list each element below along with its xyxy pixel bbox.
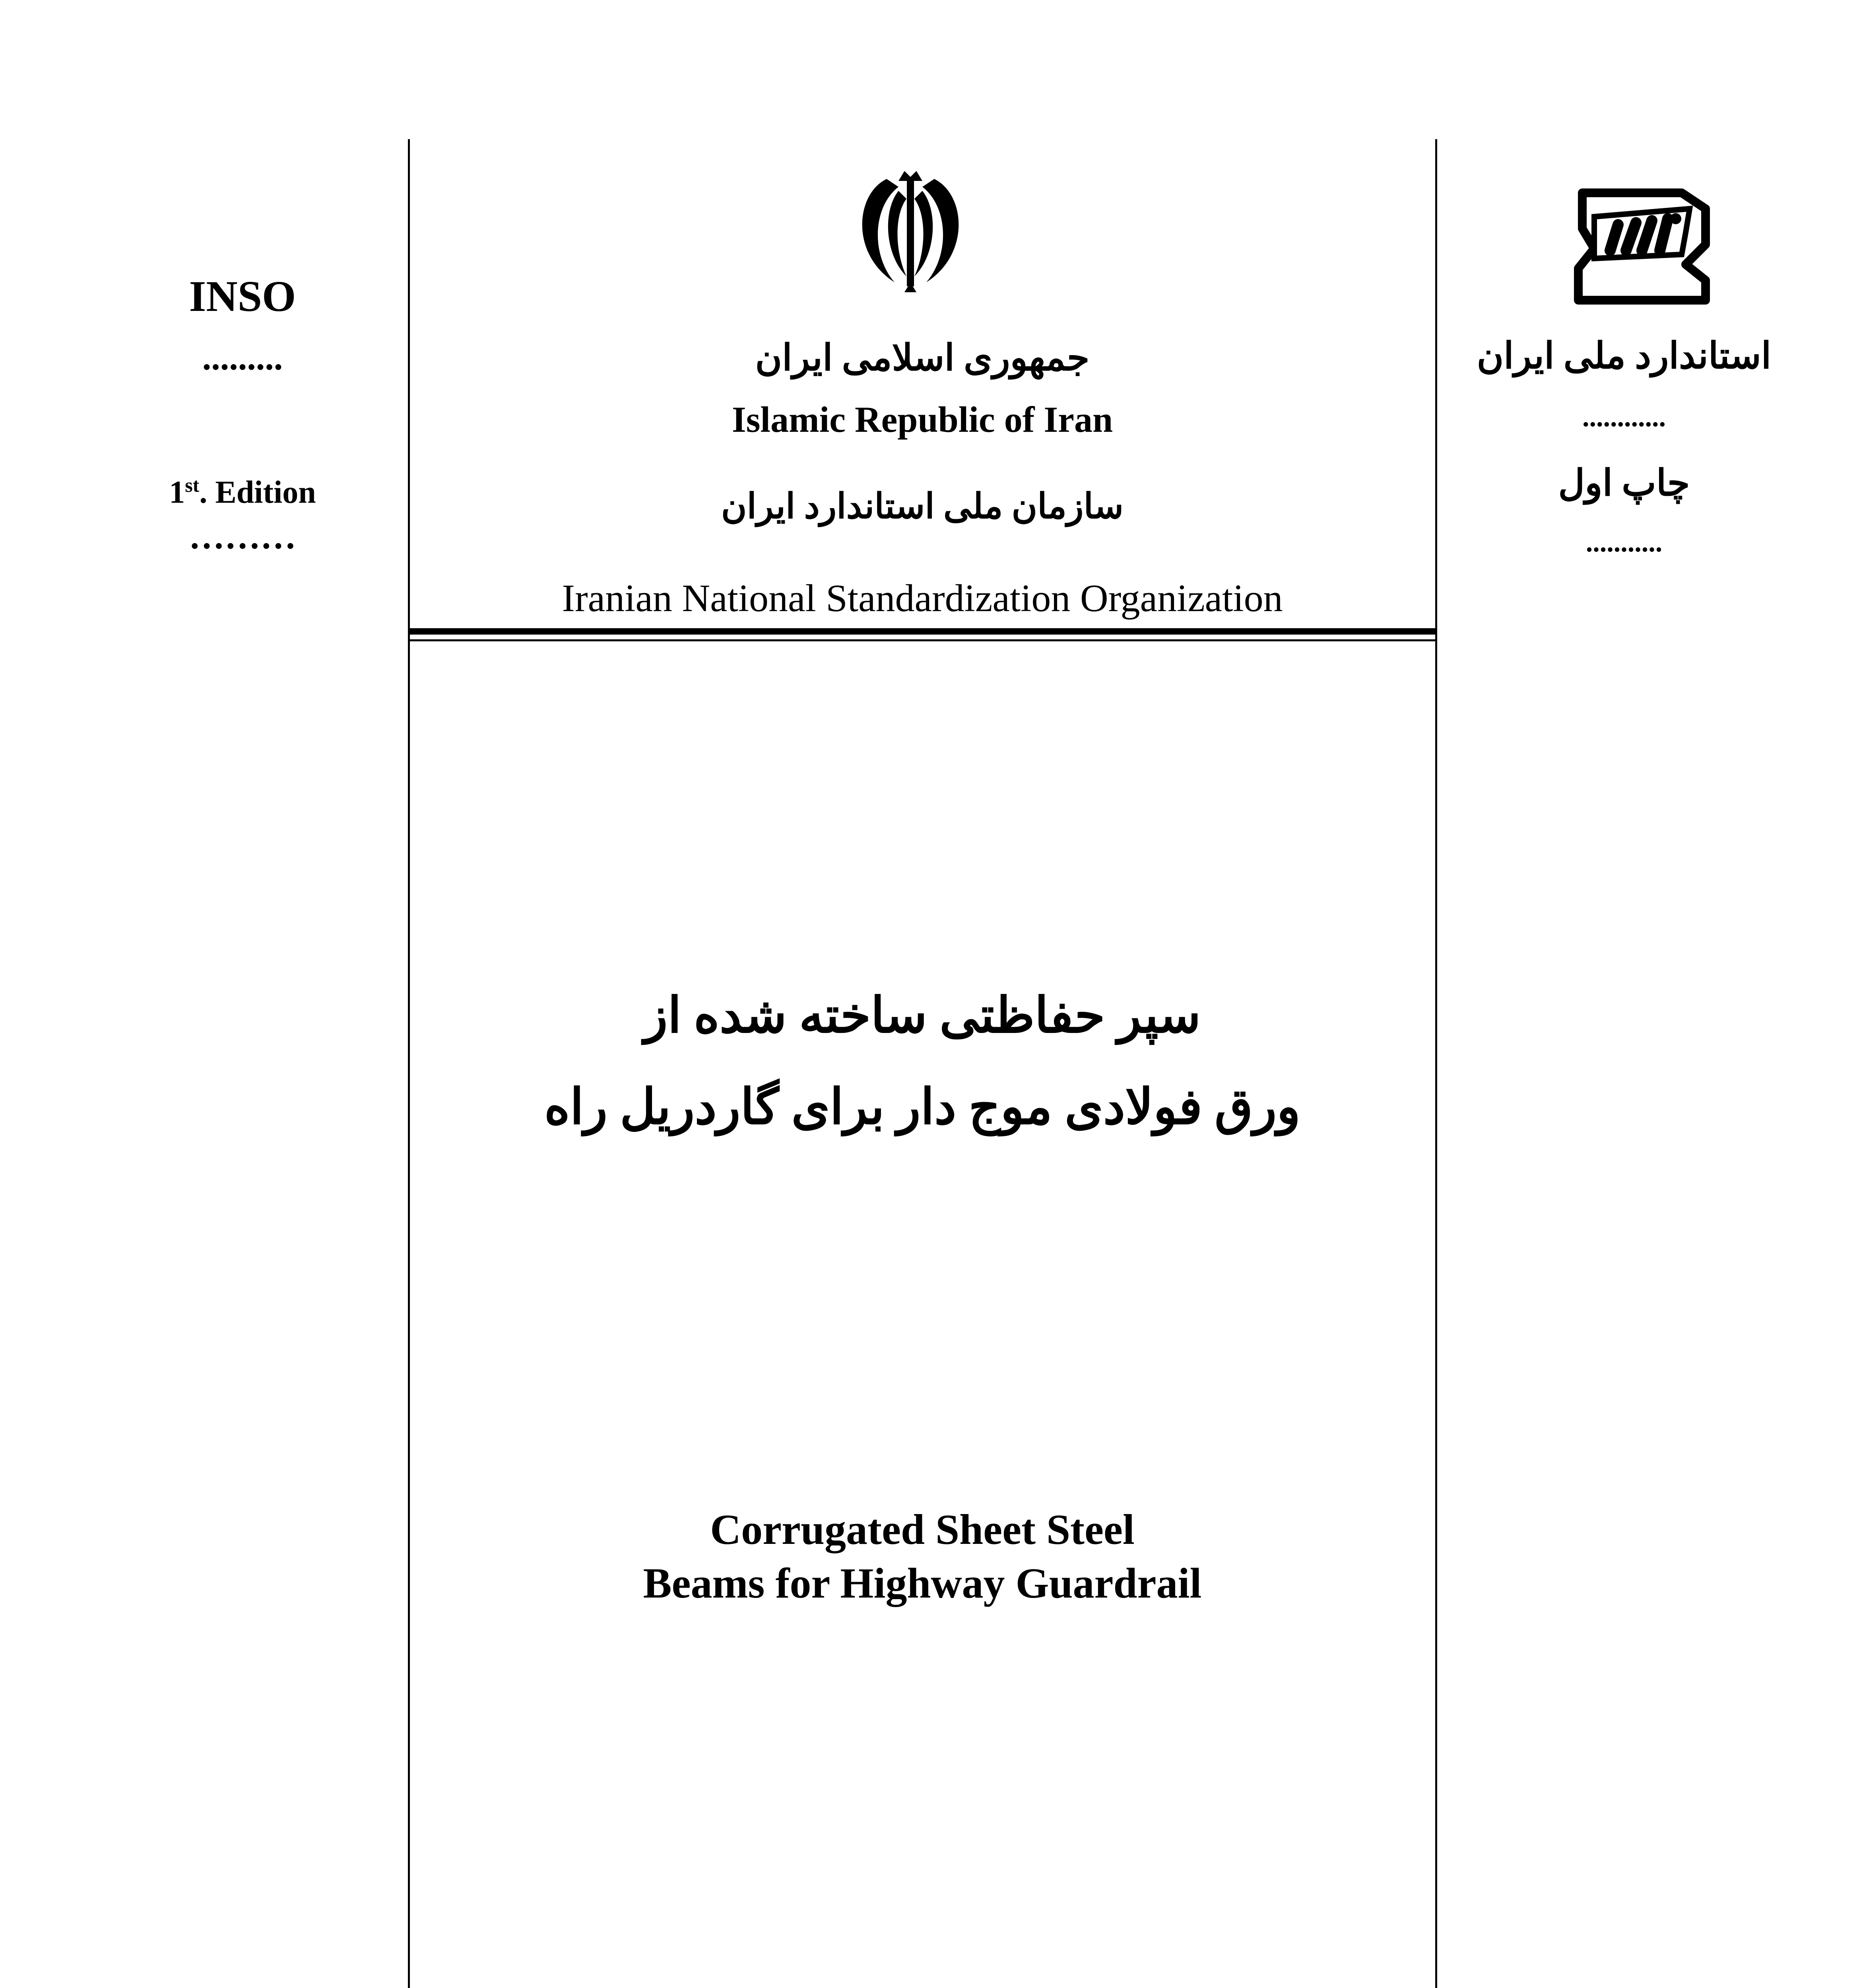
- right-vertical-rule: [1435, 139, 1437, 1988]
- standard-number-placeholder: .........: [202, 338, 283, 377]
- english-title: [413, 1503, 1431, 1610]
- edition-label: [135, 463, 350, 514]
- persian-edition: چاپ اول: [1558, 463, 1690, 503]
- english-title-line-1: Corrugated Sheet Steel: [710, 1506, 1135, 1553]
- header-divider-thick: [409, 628, 1436, 635]
- english-organization-name: Iranian National Standardization Organization: [562, 577, 1283, 620]
- persian-title-line-2: ورق فولادی موج دار برای گاردریل راه: [544, 1080, 1301, 1134]
- persian-republic-name: جمهوری اسلامی ایران: [755, 338, 1090, 378]
- persian-year-placeholder: ...........: [1585, 527, 1663, 558]
- edition-number: 1: [169, 475, 185, 510]
- national-standard-title: استاندارد ملی ایران: [1477, 336, 1772, 376]
- inso-code: INSO: [189, 272, 296, 320]
- national-number-placeholder: ............: [1582, 402, 1666, 433]
- english-title-line-2: Beams for Highway Guardrail: [643, 1560, 1202, 1607]
- isiri-logo-icon: [1566, 181, 1717, 312]
- persian-title-line-1: سپر حفاظتی ساخته شده از: [644, 988, 1201, 1043]
- persian-organization-name: سازمان ملی استاندارد ایران: [721, 487, 1124, 526]
- persian-title: [413, 970, 1431, 1153]
- edition-text: . Edition: [199, 475, 316, 510]
- english-republic-name: Islamic Republic of Iran: [732, 399, 1113, 440]
- iran-emblem-icon: [839, 163, 982, 294]
- left-vertical-rule: [408, 139, 410, 1988]
- edition-suffix: st: [185, 474, 200, 496]
- year-placeholder: ………: [189, 517, 296, 556]
- header-divider-thin: [409, 639, 1436, 641]
